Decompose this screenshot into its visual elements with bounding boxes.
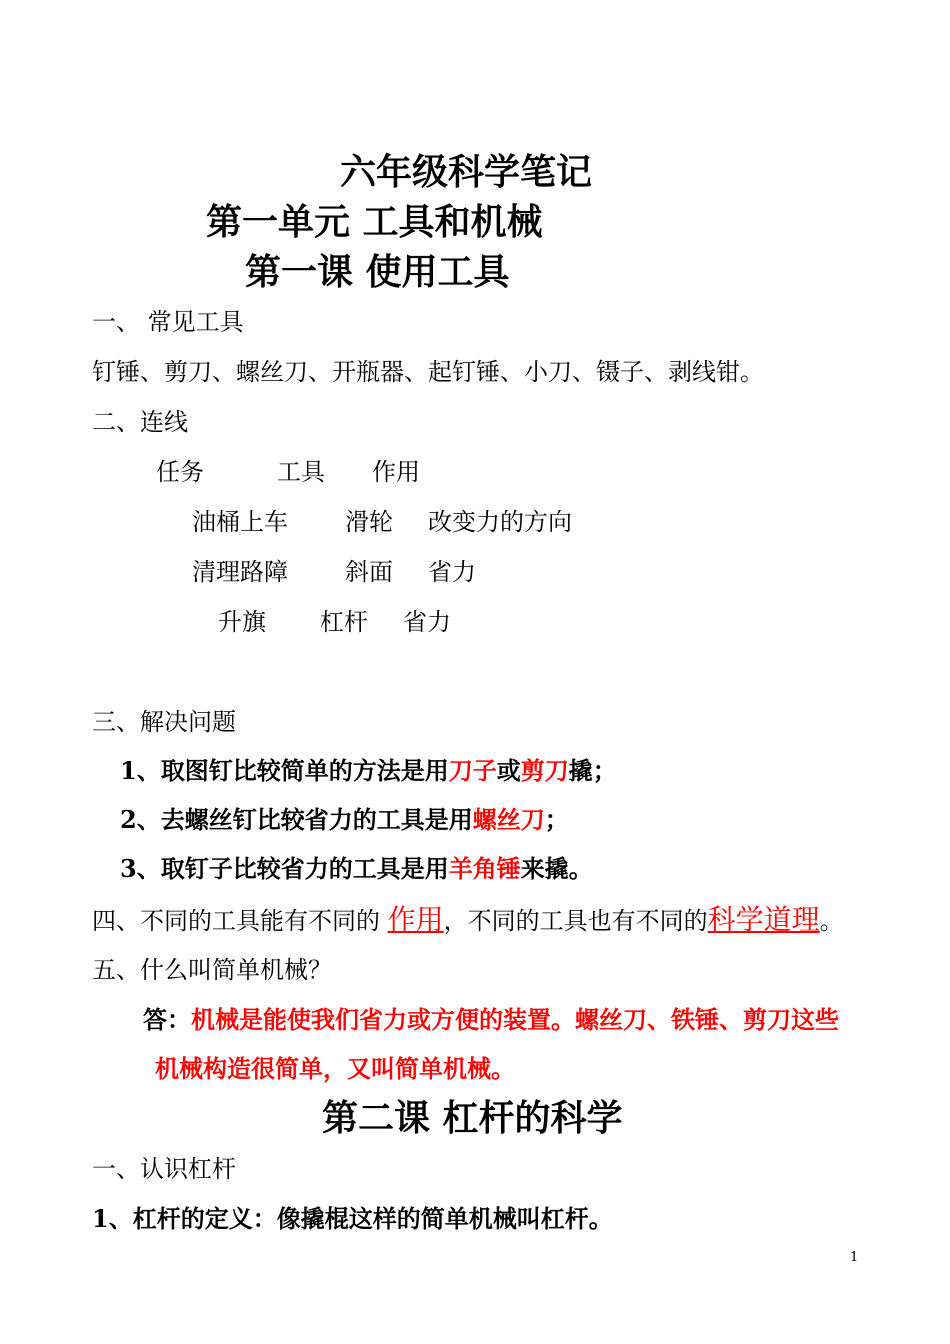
section-5-heading: 五、什么叫简单机械？ [92, 956, 332, 984]
section-4-text-2: ，不同的工具也有不同的 [443, 907, 708, 935]
problem-2 [120, 805, 569, 834]
page-number: 1 [850, 1250, 859, 1265]
answer-label: 答： [143, 1005, 191, 1034]
problem-1-answer-1: 刀子 [448, 756, 497, 785]
problem-1-connector: 或 [496, 756, 521, 785]
section-1-heading: 一、 常见工具 [92, 308, 244, 336]
section-4-answer-1: 作用 [387, 903, 444, 936]
problem-1-suffix: 撬； [568, 756, 617, 785]
lesson-1-title: 第一课 使用工具 [245, 251, 510, 293]
lever-definition: 1、杠杆的定义：像撬棍这样的简单机械叫杠杆。 [92, 1204, 613, 1233]
section-5-answer-line-1 [143, 1005, 839, 1034]
matching-row-effect: 省力 [403, 608, 451, 636]
problem-2-answer: 螺丝刀 [472, 805, 545, 834]
matching-row-effect: 改变力的方向 [428, 508, 572, 536]
matching-row-tool: 滑轮 [345, 508, 393, 536]
matching-header-tool: 工具 [277, 458, 325, 486]
section-4-answer-2: 科学道理 [707, 903, 820, 936]
section-2-heading: 二、连线 [92, 408, 188, 436]
lesson-2-section-1-heading: 一、认识杠杆 [92, 1155, 236, 1183]
unit-title: 第一单元 工具和机械 [206, 201, 543, 243]
section-4-text-1: 四、不同的工具能有不同的 [92, 907, 388, 935]
problem-2-suffix: ； [544, 805, 569, 834]
matching-row-effect: 省力 [428, 558, 476, 586]
section-5-answer-line-2: 机械构造很简单，又叫简单机械。 [155, 1054, 515, 1083]
problem-3-text: 3、取钉子比较省力的工具是用 [120, 854, 449, 883]
matching-row-task: 油桶上车 [192, 508, 288, 536]
answer-text: 机械是能使我们省力或方便的装置。螺丝刀、铁锤、剪刀这些 [191, 1005, 839, 1034]
document-title: 六年级科学笔记 [340, 151, 593, 193]
matching-row-task: 升旗 [218, 608, 266, 636]
problem-3 [120, 854, 593, 883]
problem-1-answer-2: 剪刀 [520, 756, 569, 785]
section-4-statement [92, 903, 844, 936]
matching-row-tool: 杠杆 [320, 608, 368, 636]
problem-1 [120, 756, 617, 785]
section-3-heading: 三、解决问题 [92, 708, 236, 736]
lesson-2-title: 第二课 杠杆的科学 [322, 1097, 623, 1139]
matching-row-tool: 斜面 [345, 558, 393, 586]
section-4-text-3: 。 [819, 907, 844, 935]
section-1-tools-list: 钉锤、剪刀、螺丝刀、开瓶器、起钉锤、小刀、镊子、剥线钳。 [92, 358, 764, 386]
problem-1-text: 1、取图钉比较简单的方法是用 [120, 756, 449, 785]
problem-3-suffix: 来撬。 [520, 854, 593, 883]
problem-3-answer: 羊角锤 [448, 854, 521, 883]
matching-header-task: 任务 [156, 458, 204, 486]
matching-row-task: 清理路障 [192, 558, 288, 586]
problem-2-text: 2、去螺丝钉比较省力的工具是用 [120, 805, 473, 834]
matching-header-effect: 作用 [372, 458, 420, 486]
